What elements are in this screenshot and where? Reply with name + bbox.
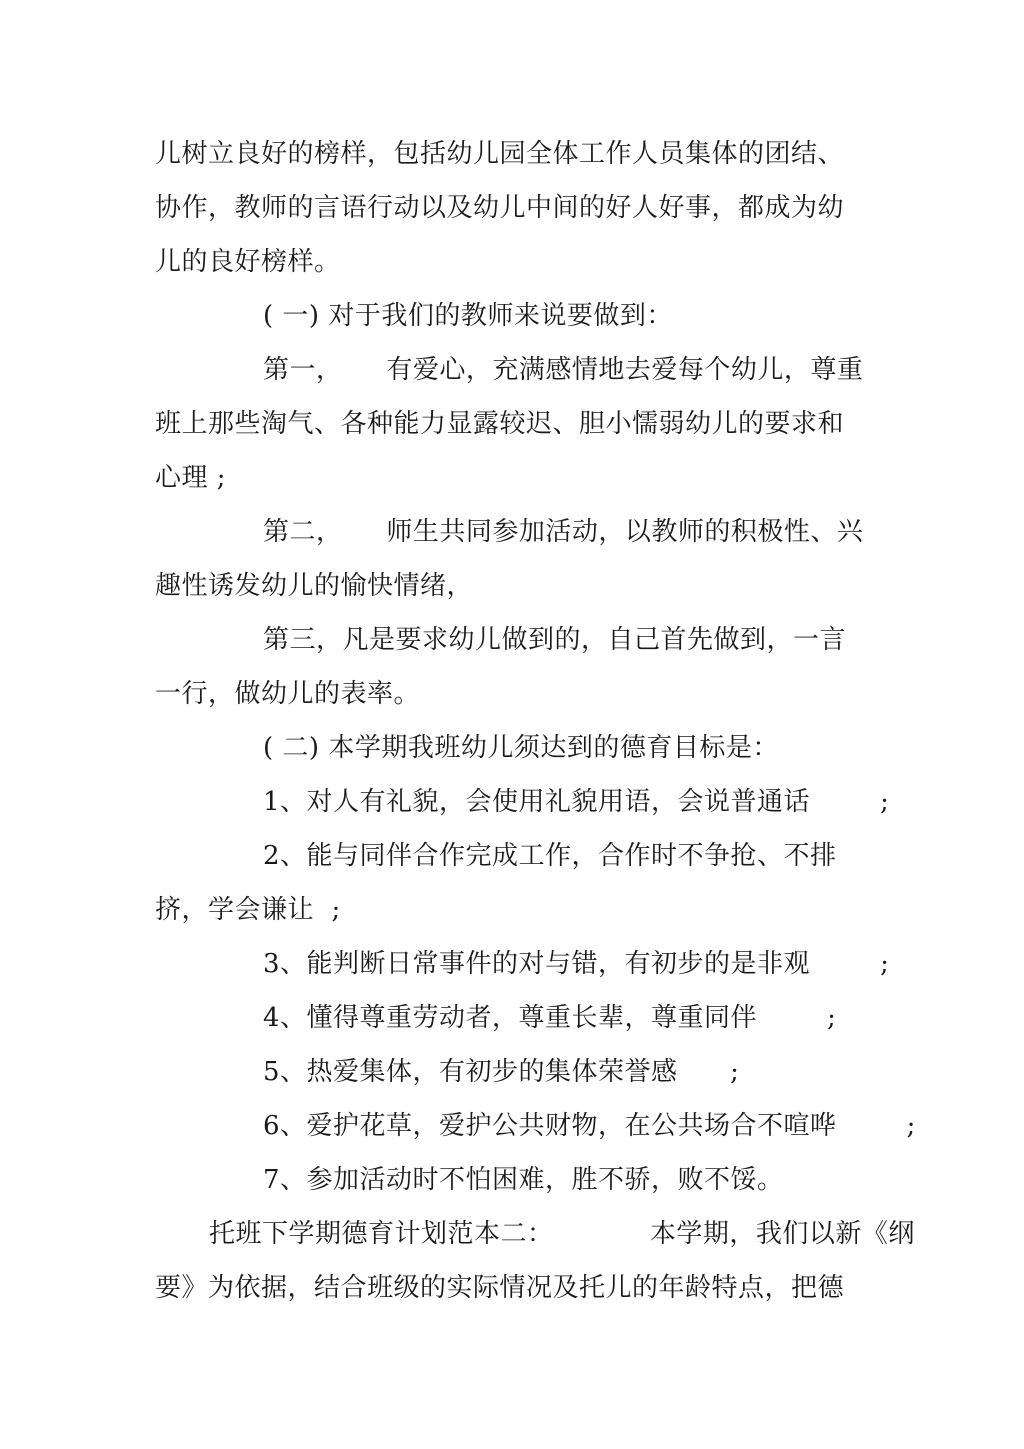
goal-item-1: 1、对人有礼貌，会使用礼貌用语，会说普通话 ; bbox=[263, 787, 890, 817]
text-line-1: 儿树立良好的榜样，包括幼儿园全体工作人员集体的团结、 bbox=[155, 139, 845, 169]
goal-item-6: 6、爱护花草，爱护公共财物，在公共场合不喧哗 ; bbox=[263, 1111, 916, 1141]
goal-item-4: 4、懂得尊重劳动者，尊重长辈，尊重同伴 ; bbox=[263, 1003, 837, 1033]
text-line-6: 班上那些淘气、各种能力显露较迟、胆小懦弱幼儿的要求和 bbox=[155, 409, 845, 439]
goal-item-7: 7、参加活动时不怕困难，胜不骄，败不馁。 bbox=[263, 1165, 784, 1195]
text-line-11: 一行，做幼儿的表率。 bbox=[155, 679, 421, 709]
text-line-22: 要》为依据，结合班级的实际情况及托儿的年龄特点，把德 bbox=[155, 1273, 845, 1303]
text-line-8: 第二， 师生共同参加活动，以教师的积极性、兴 bbox=[263, 517, 864, 547]
text-line-3: 儿的良好榜样。 bbox=[155, 247, 341, 277]
text-line-21: 托班下学期德育计划范本二： 本学期，我们以新《纲 bbox=[209, 1219, 915, 1249]
goal-item-3: 3、能判断日常事件的对与错，有初步的是非观 ; bbox=[263, 949, 890, 979]
goal-item-5: 5、热爱集体，有初步的集体荣誉感 ; bbox=[263, 1057, 740, 1087]
text-line-10: 第三，凡是要求幼儿做到的，自己首先做到，一言 bbox=[263, 625, 847, 655]
section-heading-1: ( 一) 对于我们的教师来说要做到： bbox=[263, 301, 673, 331]
text-line-9: 趣性诱发幼儿的愉快情绪， bbox=[155, 571, 474, 601]
section-heading-2: ( 二) 本学期我班幼儿须达到的德育目标是： bbox=[263, 733, 779, 763]
text-line-7: 心理 ; bbox=[155, 463, 227, 493]
text-line-2: 协作，教师的言语行动以及幼儿中间的好人好事，都成为幼 bbox=[155, 193, 845, 223]
goal-item-2-cont: 挤，学会谦让 ; bbox=[155, 895, 341, 925]
goal-item-2: 2、能与同伴合作完成工作，合作时不争抢、不排 bbox=[263, 841, 837, 871]
text-line-5: 第一， 有爱心，充满感情地去爱每个幼儿，尊重 bbox=[263, 355, 864, 385]
